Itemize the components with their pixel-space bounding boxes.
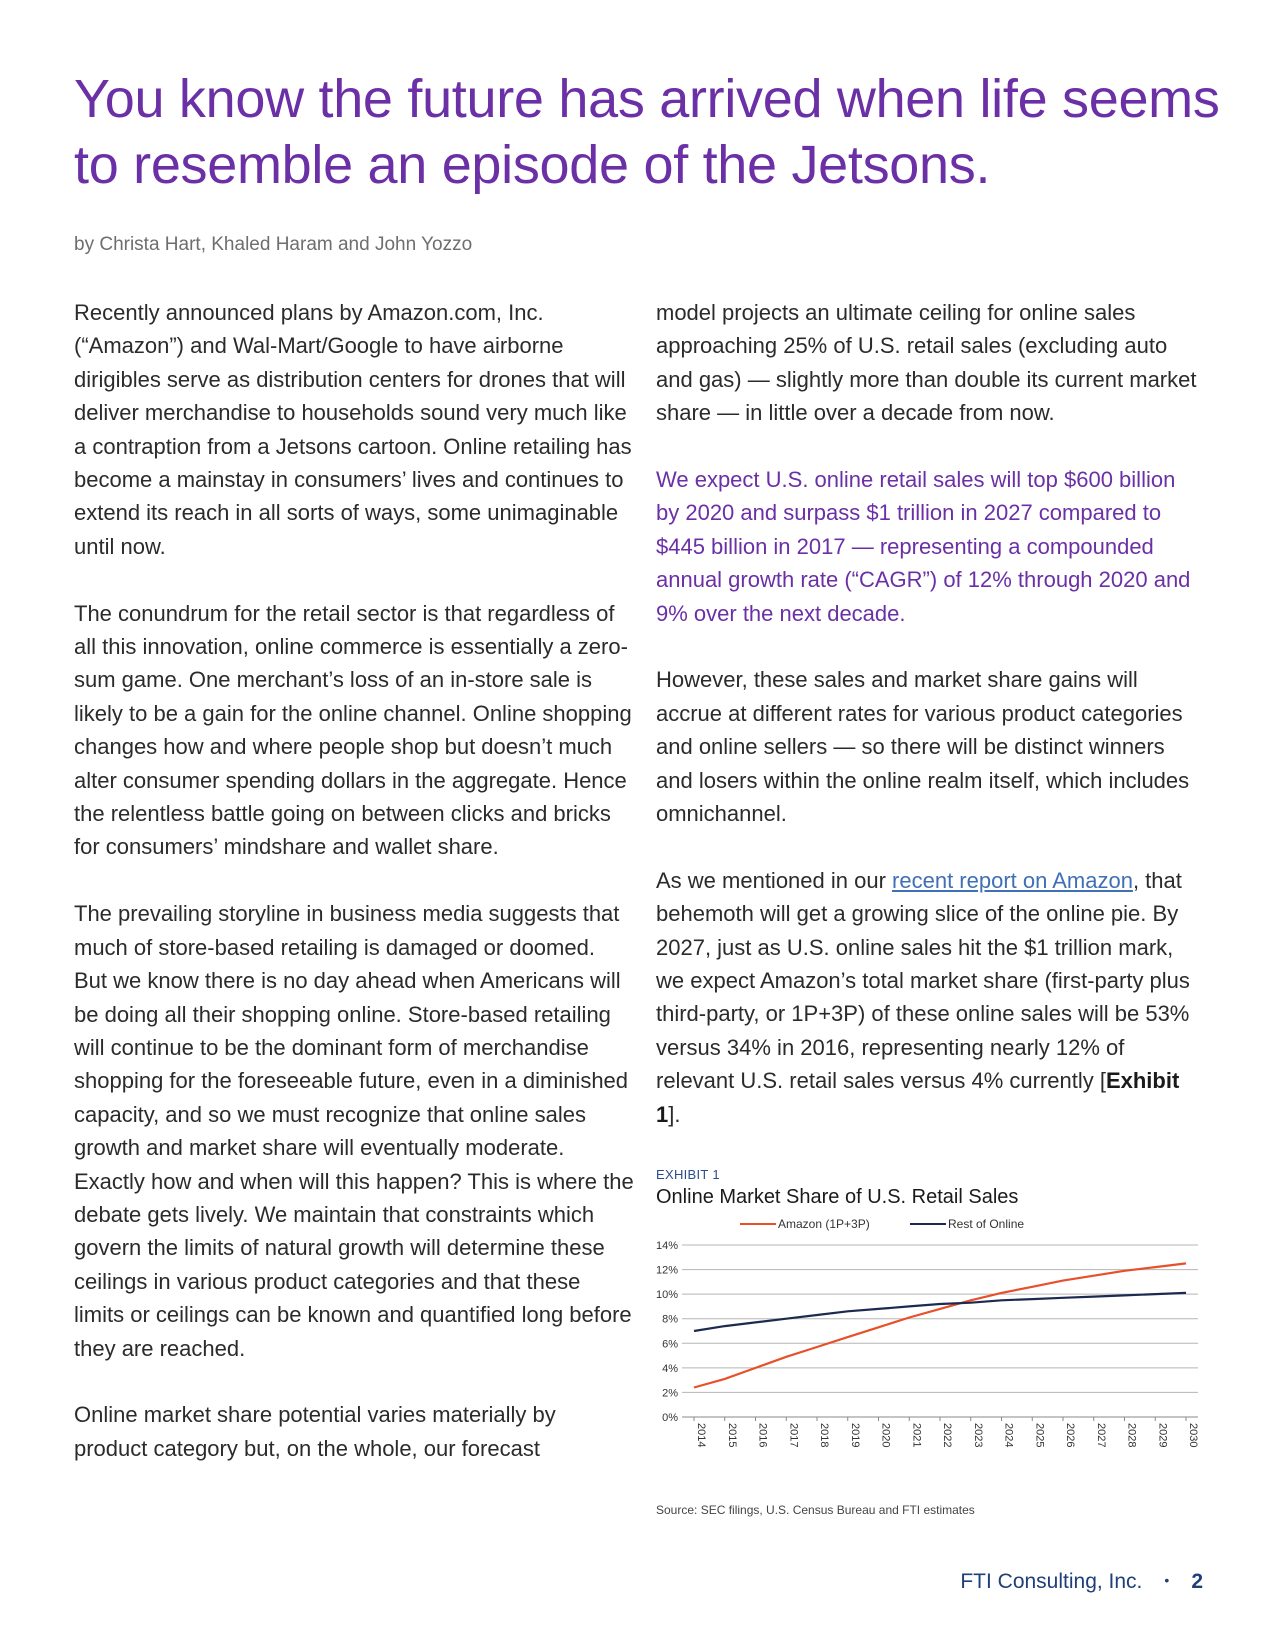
- paragraph: The conundrum for the retail sector is that regardless of all this innovation, online commerce is essentially a zero-sum game. One merchant’s loss of an in-store sale is likely to be a gain for the online channel. Online shopping changes how and where people shop but doesn’t much alter consumer spending dollars in the aggregate. Hence the relentless battle going on between clicks and bricks for consumers’ mindshare and wallet share.: [74, 600, 632, 860]
- paragraph: Online market share potential varies materially by product category but, on the whole, our forecast: [74, 1402, 556, 1461]
- x-tick-label: 2019: [848, 1423, 861, 1448]
- paragraph: The prevailing storyline in business media suggests that much of store-based retailing is damaged or doomed. But we know there is no day ahead when Americans will be doing all their shopping online. Store-based retailing will continue to be the dominant form of merchandise shopping for the foreseeable future, even in a diminished capacity, and so we must recognize that online sales growth and market share will eventually moderate. Exactly how and when will this happen? This is where the debate gets lively. We maintain that constraints which govern the limits of natural growth will determine these ceilings in various product categories and that these limits or ceilings can be known and quantified long before they are reached.: [74, 901, 634, 1361]
- y-tick-label: 12%: [655, 1264, 678, 1277]
- chart-title: Online Market Share of U.S. Retail Sales: [656, 1186, 1019, 1208]
- company-name: FTI Consulting, Inc.: [960, 1570, 1143, 1593]
- chart-series: [694, 1263, 1186, 1387]
- x-tick-label: 2015: [725, 1423, 738, 1448]
- right-column: [656, 296, 1204, 1165]
- page-footer: [960, 1570, 1203, 1594]
- x-tick-label: 2022: [941, 1423, 953, 1448]
- paragraph: [656, 864, 1204, 1131]
- footer-bullet: •: [1164, 1572, 1170, 1588]
- paragraph: model projects an ultimate ceiling for online sales approaching 25% of U.S. retail sales (excluding auto and gas) — slightly more than double its current market share — in little over a decade from now.: [656, 300, 1197, 426]
- y-tick-label: 14%: [655, 1240, 678, 1252]
- legend-label: Amazon (1P+3P): [778, 1217, 870, 1231]
- x-tick-label: 2017: [787, 1423, 800, 1448]
- page-title: You know the future has arrived when life seems to resemble an episode of the Jetsons.: [74, 69, 1220, 195]
- line-chart: [650, 1215, 1210, 1470]
- x-tick-label: 2030: [1187, 1423, 1199, 1448]
- exhibit-label: EXHIBIT 1: [656, 1167, 720, 1182]
- x-tick-label: 2021: [910, 1423, 923, 1448]
- y-axis: [656, 1240, 678, 1424]
- legend-label: Rest of Online: [948, 1217, 1025, 1231]
- paragraph: Recently announced plans by Amazon.com, Inc. (“Amazon”) and Wal-Mart/Google to have airborne dirigibles serve as distribution centers for drones that will deliver merchandise to households sound very much like a contraption from a Jetsons cartoon. Online retailing has become a mainstay in consumers’ lives and continues to extend its reach in all sorts of ways, some unimaginable until now.: [74, 300, 632, 559]
- exhibit-reference: Exhibit 1: [656, 1068, 1180, 1127]
- chart-legend: [740, 1217, 1024, 1231]
- y-tick-label: 2%: [662, 1387, 678, 1400]
- paragraph-text: ].: [668, 1101, 681, 1127]
- amazon-report-link[interactable]: recent report on Amazon: [892, 867, 1133, 893]
- byline: by Christa Hart, Khaled Haram and John Yozzo: [74, 234, 473, 255]
- x-tick-label: 2020: [879, 1423, 892, 1448]
- x-tick-label: 2026: [1064, 1423, 1076, 1448]
- x-tick-label: 2018: [818, 1423, 830, 1448]
- x-tick-label: 2027: [1094, 1423, 1107, 1448]
- highlight-quote: We expect U.S. online retail sales will top $600 billion by 2020 and surpass $1 trillion in 2027 compared to $445 billion in 2017 — representing a compounded annual growth rate (“CAGR”) of 12% through 2020 and 9% over the next decade.: [656, 467, 1191, 626]
- x-tick-label: 2016: [756, 1423, 769, 1448]
- y-tick-label: 8%: [662, 1313, 678, 1326]
- y-tick-label: 0%: [662, 1412, 678, 1424]
- left-column: [74, 296, 634, 1499]
- page-number: 2: [1191, 1570, 1203, 1593]
- x-tick-label: 2023: [971, 1423, 984, 1448]
- chart-source: Source: SEC filings, U.S. Census Bureau and FTI estimates: [656, 1503, 975, 1517]
- x-tick-label: 2025: [1033, 1423, 1046, 1448]
- paragraph: However, these sales and market share gains will accrue at different rates for various product categories and online sellers — so there will be distinct winners and losers within the online realm itself, which includes omnichannel.: [656, 667, 1190, 827]
- x-tick-label: 2014: [695, 1423, 707, 1448]
- y-tick-label: 10%: [655, 1289, 678, 1302]
- x-tick-label: 2028: [1125, 1423, 1138, 1448]
- y-tick-label: 6%: [662, 1338, 678, 1351]
- x-tick-label: 2024: [1002, 1423, 1015, 1448]
- y-tick-label: 4%: [662, 1362, 678, 1375]
- x-axis: [694, 1417, 1199, 1447]
- paragraph-text: As we mentioned in our: [656, 867, 893, 893]
- series-line: [694, 1293, 1186, 1331]
- x-tick-label: 2029: [1156, 1423, 1169, 1448]
- paragraph-text: , that behemoth will get a growing slice of the online pie. By 2027, just as U.S. online sales hit the $1 trillion mark, we expect Amazon’s total market share (first-party plus third-party, or 1P+3P) of these online sales will be 53% versus 34% in 2016, representing nearly 12% of relevant U.S. retail sales versus 4% currently [: [656, 867, 1190, 1094]
- series-line: [694, 1263, 1186, 1387]
